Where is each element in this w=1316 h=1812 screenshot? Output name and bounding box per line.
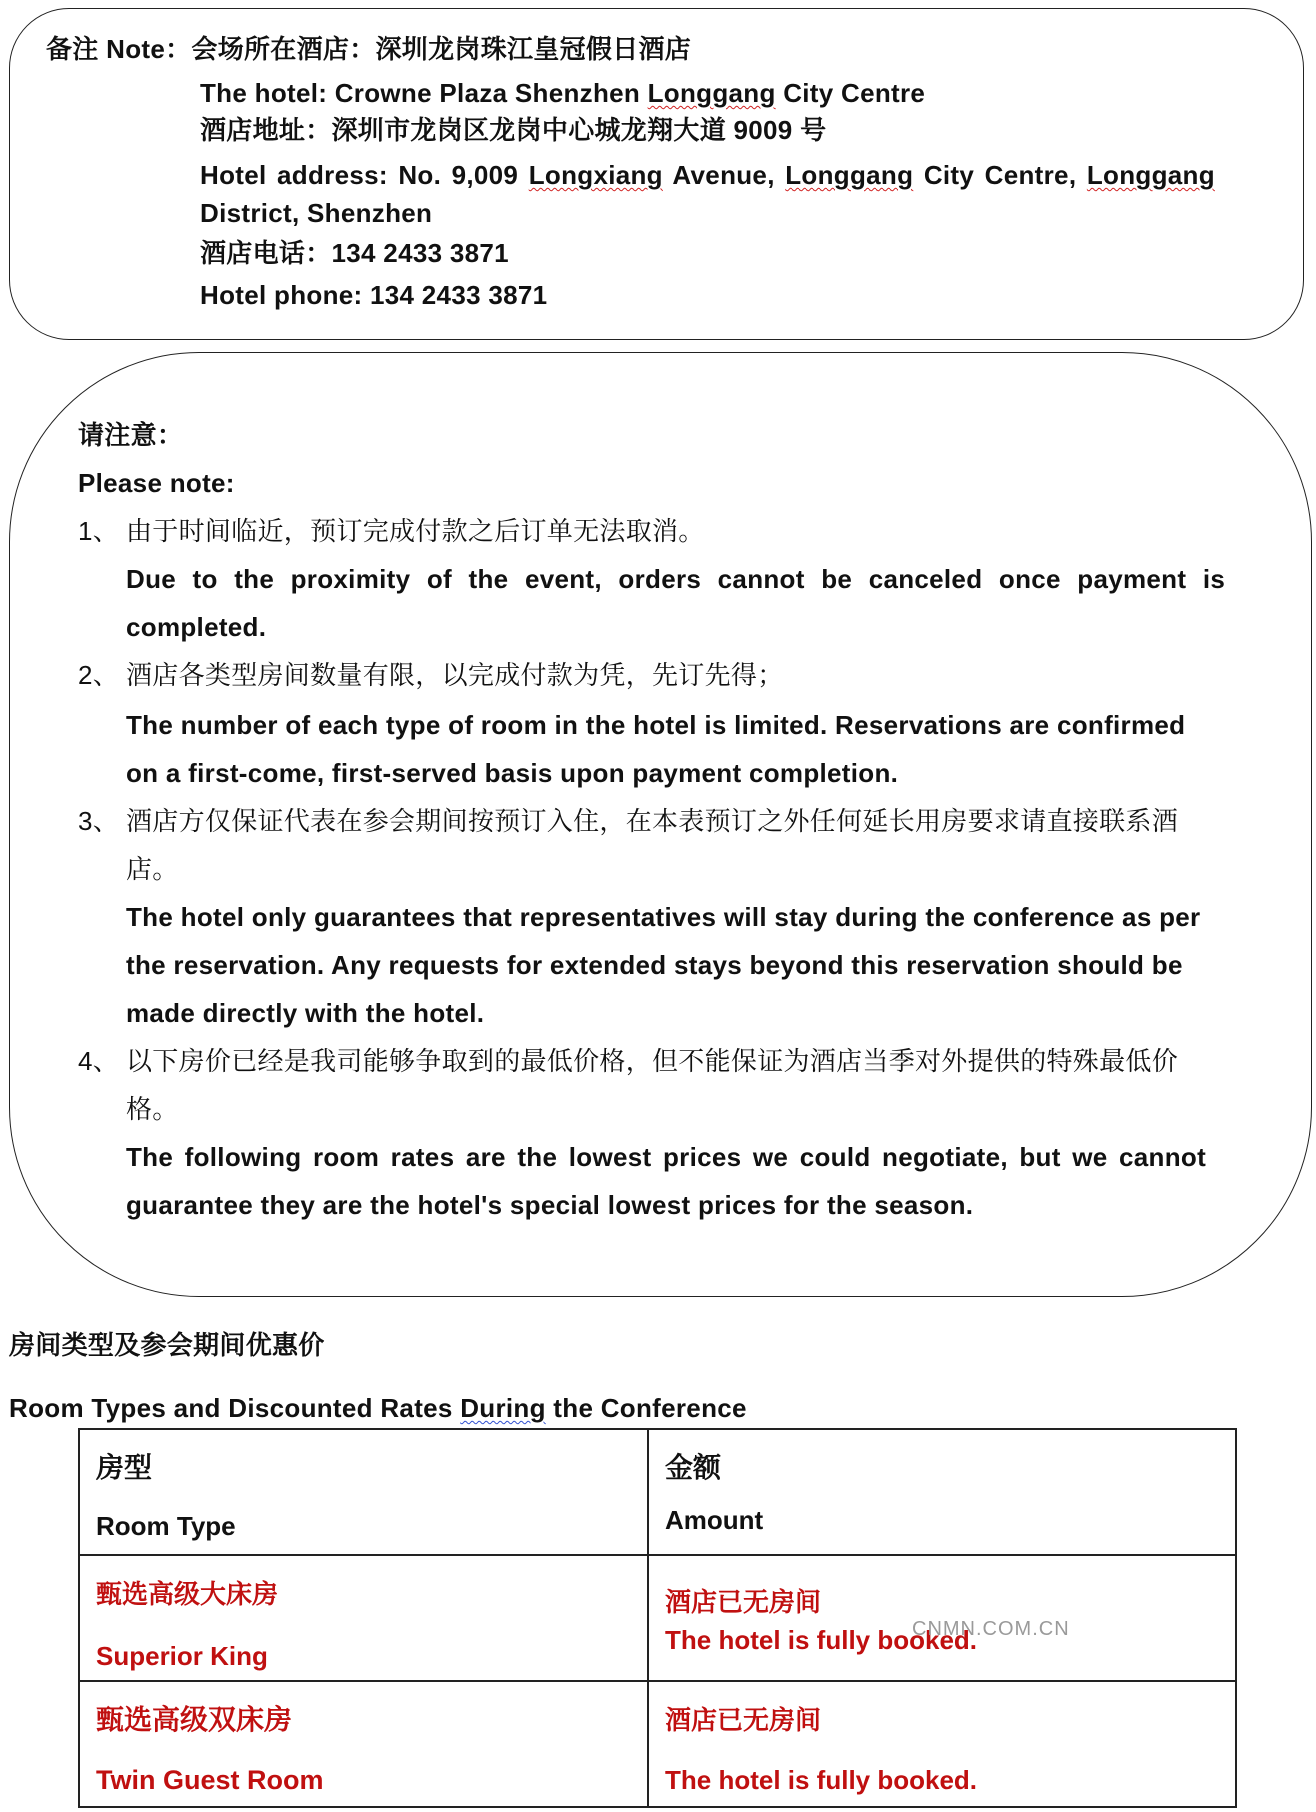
rates-title-en: Room Types and Discounted Rates During the Conference [9, 1393, 747, 1423]
header-cell-room-type [79, 1429, 648, 1555]
watermark: CNMN.COM.CN [912, 1618, 1070, 1640]
note-item-number: 2、 [78, 660, 120, 690]
hotel-address-en-line2: District, Shenzhen [200, 198, 433, 228]
please-note-title-en: Please note: [78, 468, 235, 498]
room-name-en: Twin Guest Room [96, 1765, 324, 1795]
room-type-cell [79, 1681, 648, 1807]
hotel-note-label: 备注 Note：会场所在酒店：深圳龙岗珠江皇冠假日酒店 [46, 34, 692, 64]
amount-status-cn: 酒店已无房间 [665, 1587, 822, 1617]
room-name-cn: 甄选高级双床房 [96, 1704, 293, 1735]
note-item-en: The following room rates are the lowest prices we could negotiate, but we cannot [126, 1142, 1207, 1172]
note-item-cn: 格。 [126, 1094, 179, 1124]
note-item-en: The number of each type of room in the hotel is limited. Reservations are confirmed [126, 710, 1186, 740]
rates-title-cn: 房间类型及参会期间优惠价 [9, 1330, 325, 1360]
note-item-number: 3、 [78, 806, 120, 836]
hotel-address-en: Hotel address: No. 9,009 Longxiang Avenue, Longgang City Centre, Longgang [200, 160, 1215, 190]
header-cell-amount [648, 1429, 1236, 1555]
please-note-title-cn: 请注意： [78, 420, 184, 450]
hotel-phone-en: Hotel phone: 134 2433 3871 [200, 280, 548, 310]
amount-status-cn: 酒店已无房间 [665, 1705, 822, 1735]
amount-status-en: The hotel is fully booked. [665, 1765, 978, 1795]
note-item-en: completed. [126, 612, 267, 642]
note-item-en: The hotel only guarantees that representatives will stay during the conference as per [126, 902, 1201, 932]
header-room-cn: 房型 [96, 1452, 153, 1483]
amount-cell [648, 1681, 1236, 1807]
header-amount-cn: 金额 [665, 1452, 722, 1483]
note-item-number: 1、 [78, 516, 120, 546]
note-item-cn: 由于时间临近，预订完成付款之后订单无法取消。 [126, 516, 705, 546]
hotel-phone-cn: 酒店电话：134 2433 3871 [200, 238, 509, 268]
hotel-address-cn: 酒店地址：深圳市龙岗区龙岗中心城龙翔大道 9009 号 [200, 115, 827, 145]
note-item-cn: 以下房价已经是我司能够争取到的最低价格，但不能保证为酒店当季对外提供的特殊最低价 [126, 1046, 1179, 1076]
hotel-name-en: The hotel: Crowne Plaza Shenzhen Longgang City Centre [200, 78, 926, 108]
table-header-row [79, 1429, 1236, 1555]
note-item-cn: 酒店方仅保证代表在参会期间按预订入住，在本表预订之外任何延长用房要求请直接联系酒 [126, 806, 1179, 836]
note-item-en: Due to the proximity of the event, orders cannot be canceled once payment is [126, 564, 1226, 594]
header-amount-en: Amount [665, 1505, 764, 1535]
header-room-en: Room Type [96, 1511, 236, 1541]
table-row [79, 1681, 1236, 1807]
note-item-en: guarantee they are the hotel's special lowest prices for the season. [126, 1190, 974, 1220]
note-item-en: the reservation. Any requests for extended stays beyond this reservation should be [126, 950, 1183, 980]
note-item-en: made directly with the hotel. [126, 998, 485, 1028]
room-name-cn: 甄选高级大床房 [96, 1579, 279, 1609]
amount-status-en: The hotel is fully booked. [665, 1625, 978, 1655]
room-name-en: Superior King [96, 1641, 268, 1671]
note-item-cn: 酒店各类型房间数量有限，以完成付款为凭，先订先得； [126, 660, 784, 690]
note-item-cn: 店。 [126, 854, 179, 884]
room-type-cell [79, 1555, 648, 1681]
note-item-en: on a first-come, first-served basis upon payment completion. [126, 758, 899, 788]
note-item-number: 4、 [78, 1046, 120, 1076]
